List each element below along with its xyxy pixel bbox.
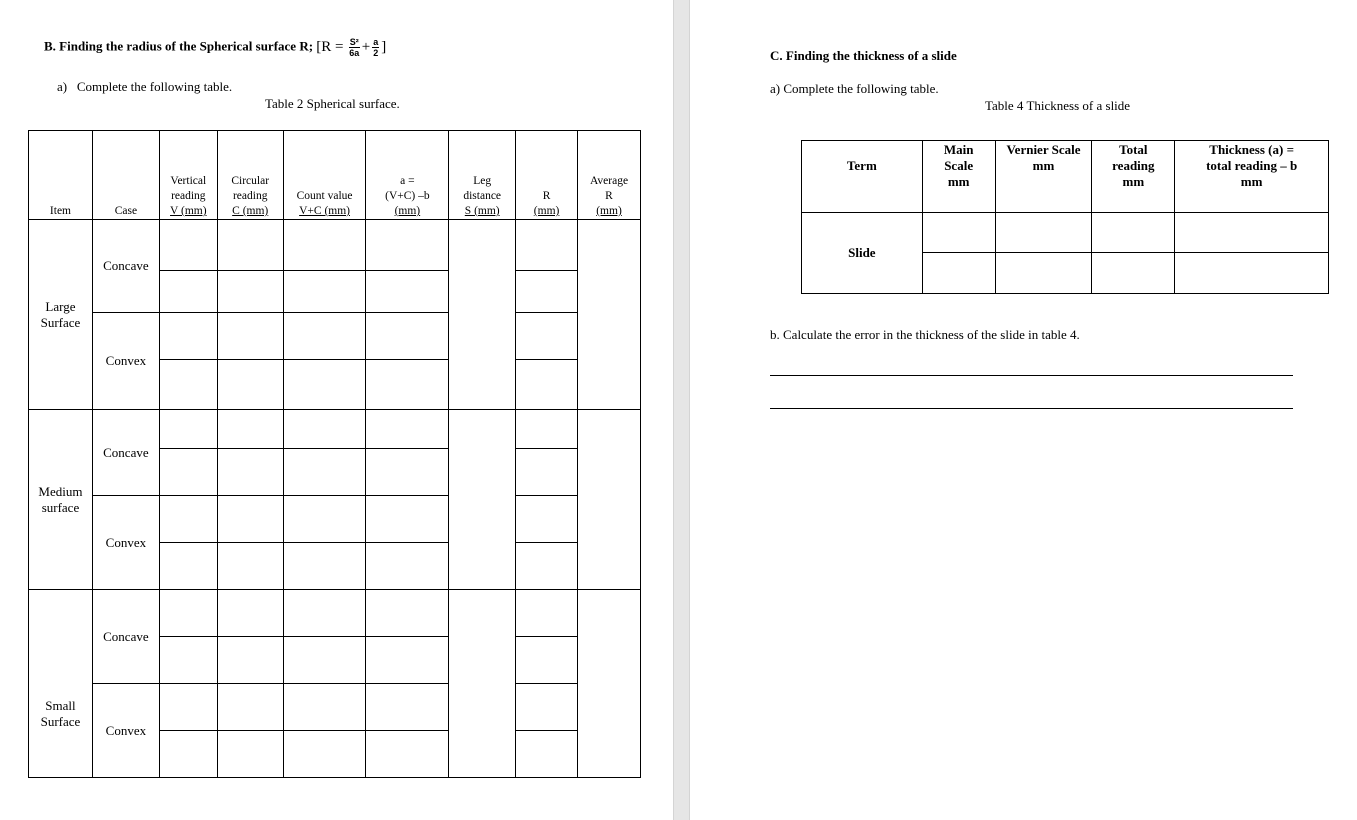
cell-a[interactable]	[366, 220, 449, 271]
cell-vertical[interactable]	[159, 590, 217, 637]
hdr-line: Total	[1119, 142, 1148, 157]
cell-circular[interactable]	[217, 637, 283, 684]
hdr-line: R	[542, 190, 551, 202]
cell-count[interactable]	[283, 684, 366, 731]
cell-r[interactable]	[516, 543, 578, 590]
hdr-line: (mm)	[533, 205, 560, 217]
header-main-scale	[922, 141, 995, 213]
cell-circular[interactable]	[217, 449, 283, 496]
cell-count[interactable]	[283, 360, 366, 410]
cell-count[interactable]	[283, 496, 366, 543]
cell-a[interactable]	[366, 313, 449, 360]
header-item	[29, 131, 93, 220]
cell-vernier-scale[interactable]	[995, 253, 1092, 294]
table2-caption: Table 2 Spherical surface.	[265, 96, 400, 111]
frac1-numerator: S²	[349, 37, 359, 47]
hdr-line: mm	[947, 174, 970, 189]
item-small-surface	[29, 590, 93, 778]
cell-circular[interactable]	[217, 410, 283, 449]
case-convex: Convex	[92, 684, 159, 778]
hdr-line: mm	[1032, 158, 1055, 173]
item-medium-surface	[29, 410, 93, 590]
cell-circular[interactable]	[217, 313, 283, 360]
instruction-a-right: a) Complete the following table.	[770, 81, 939, 96]
header-count-value	[283, 131, 366, 220]
hdr-line: Vertical	[170, 175, 207, 187]
header-vertical-reading	[159, 131, 217, 220]
frac2-denominator: 2	[373, 48, 379, 58]
frac2-numerator: a	[373, 37, 379, 47]
case-concave: Concave	[92, 220, 159, 313]
cell-a[interactable]	[366, 684, 449, 731]
cell-a[interactable]	[366, 543, 449, 590]
formula-open: [R =	[316, 39, 344, 55]
cell-vertical[interactable]	[159, 731, 217, 778]
hdr-line: reading	[171, 190, 206, 202]
table-row	[29, 313, 641, 360]
section-c-heading: C. Finding the thickness of a slide	[770, 48, 957, 63]
header-circular-reading	[217, 131, 283, 220]
hdr-line: (V+C) –b	[385, 190, 430, 202]
hdr-line: Vernier Scale	[1006, 142, 1081, 157]
hdr-line: Scale	[944, 158, 974, 173]
cell-vertical[interactable]	[159, 360, 217, 410]
case-convex: Convex	[92, 496, 159, 590]
cell-a[interactable]	[366, 496, 449, 543]
hdr-line: total reading – b	[1206, 158, 1298, 173]
header-r	[516, 131, 578, 220]
cell-vertical[interactable]	[159, 684, 217, 731]
cell-a[interactable]	[366, 271, 449, 313]
cell-count[interactable]	[283, 590, 366, 637]
cell-a[interactable]	[366, 449, 449, 496]
cell-r[interactable]	[516, 271, 578, 313]
cell-r[interactable]	[516, 684, 578, 731]
row-label-slide: Slide	[802, 213, 923, 294]
case-concave: Concave	[92, 410, 159, 496]
item-line: Small	[45, 697, 76, 713]
header-thickness	[1175, 141, 1329, 213]
table4-caption: Table 4 Thickness of a slide	[985, 98, 1131, 113]
header-case-label: Case	[114, 205, 138, 217]
hdr-line: distance	[463, 190, 502, 202]
question-b: b. Calculate the error in the thickness of the slide in table 4.	[770, 327, 1080, 342]
cell-circular[interactable]	[217, 543, 283, 590]
hdr-line: C (mm)	[232, 205, 269, 217]
cell-vertical[interactable]	[159, 543, 217, 590]
hdr-line: a =	[400, 175, 415, 187]
cell-average-r[interactable]	[578, 410, 641, 590]
hdr-line: reading	[1112, 158, 1155, 173]
header-case	[92, 131, 159, 220]
cell-vertical[interactable]	[159, 637, 217, 684]
cell-vertical[interactable]	[159, 449, 217, 496]
hdr-line: V (mm)	[170, 205, 207, 217]
cell-count[interactable]	[283, 731, 366, 778]
answer-line-2[interactable]	[770, 408, 1293, 409]
table-row	[29, 220, 641, 271]
hdr-line: (mm)	[394, 205, 421, 217]
frac1-denominator: 6a	[349, 48, 360, 58]
item-line: Surface	[40, 314, 81, 330]
hdr-line: Circular	[231, 175, 270, 187]
table-row	[29, 590, 641, 637]
cell-circular[interactable]	[217, 271, 283, 313]
cell-thickness[interactable]	[1175, 213, 1329, 253]
table-row	[29, 684, 641, 731]
cell-leg-distance[interactable]	[449, 410, 516, 590]
table-row	[29, 496, 641, 543]
cell-average-r[interactable]	[578, 590, 641, 778]
header-average-r	[578, 131, 641, 220]
table4-header-row	[802, 141, 1329, 213]
answer-line-1[interactable]	[770, 375, 1293, 376]
item-line: Medium	[38, 483, 83, 499]
header-item-label: Item	[49, 205, 71, 217]
cell-a[interactable]	[366, 410, 449, 449]
cell-vertical[interactable]	[159, 410, 217, 449]
cell-thickness[interactable]	[1175, 253, 1329, 294]
header-term-label: Term	[846, 158, 877, 173]
slide-thickness-table	[801, 140, 1329, 294]
instruction-a-left: a) Complete the following table.	[57, 79, 233, 94]
cell-main-scale[interactable]	[922, 253, 995, 294]
cell-vertical[interactable]	[159, 271, 217, 313]
header-vernier-scale	[995, 141, 1092, 213]
cell-r[interactable]	[516, 313, 578, 360]
hdr-line: mm	[1122, 174, 1145, 189]
hdr-line: Leg	[473, 175, 492, 187]
cell-count[interactable]	[283, 637, 366, 684]
cell-count[interactable]	[283, 543, 366, 590]
cell-circular[interactable]	[217, 590, 283, 637]
hdr-line: Thickness (a) =	[1209, 142, 1294, 157]
table2-header-row	[29, 131, 641, 220]
table-row	[802, 213, 1329, 253]
hdr-line: mm	[1240, 174, 1263, 189]
hdr-line: S (mm)	[464, 205, 500, 217]
header-a	[366, 131, 449, 220]
cell-vertical[interactable]	[159, 496, 217, 543]
section-b-title: B. Finding the radius of the Spherical surface R;	[44, 38, 314, 54]
case-concave: Concave	[92, 590, 159, 684]
table-row	[29, 410, 641, 449]
hdr-line: Main	[943, 142, 974, 157]
cell-a[interactable]	[366, 637, 449, 684]
page-gutter	[673, 0, 690, 820]
hdr-line: V+C (mm)	[299, 205, 350, 217]
header-term	[802, 141, 923, 213]
cell-r[interactable]	[516, 637, 578, 684]
item-large-surface	[29, 220, 93, 410]
cell-a[interactable]	[366, 590, 449, 637]
cell-vernier-scale[interactable]	[995, 213, 1092, 253]
hdr-line: Average	[589, 175, 629, 187]
hdr-line: (mm)	[596, 205, 622, 217]
cell-r[interactable]	[516, 449, 578, 496]
cell-count[interactable]	[283, 449, 366, 496]
cell-total-reading[interactable]	[1092, 253, 1175, 294]
cell-vertical[interactable]	[159, 313, 217, 360]
cell-count[interactable]	[283, 313, 366, 360]
cell-r[interactable]	[516, 410, 578, 449]
cell-total-reading[interactable]	[1092, 213, 1175, 253]
cell-vertical[interactable]	[159, 220, 217, 271]
hdr-line: Count value	[296, 190, 353, 202]
hdr-line: reading	[232, 190, 268, 202]
header-leg-distance	[449, 131, 516, 220]
hdr-line: R	[605, 190, 613, 202]
cell-r[interactable]	[516, 360, 578, 410]
item-line: surface	[41, 499, 80, 515]
case-convex: Convex	[92, 313, 159, 410]
cell-r[interactable]	[516, 590, 578, 637]
cell-main-scale[interactable]	[922, 213, 995, 253]
formula-plus: +	[361, 39, 371, 55]
cell-a[interactable]	[366, 731, 449, 778]
header-total-reading	[1092, 141, 1175, 213]
right-page	[690, 0, 1357, 820]
item-line: Surface	[40, 713, 81, 729]
cell-r[interactable]	[516, 731, 578, 778]
item-line: Large	[45, 298, 76, 314]
cell-count[interactable]	[283, 220, 366, 271]
cell-r[interactable]	[516, 496, 578, 543]
cell-a[interactable]	[366, 360, 449, 410]
cell-circular[interactable]	[217, 496, 283, 543]
cell-r[interactable]	[516, 220, 578, 271]
formula-fraction-1	[349, 37, 360, 58]
cell-circular[interactable]	[217, 360, 283, 410]
section-b-heading	[44, 37, 386, 58]
cell-circular[interactable]	[217, 731, 283, 778]
cell-average-r[interactable]	[578, 220, 641, 410]
spherical-surface-table	[28, 130, 641, 778]
cell-count[interactable]	[283, 410, 366, 449]
cell-circular[interactable]	[217, 684, 283, 731]
formula-fraction-2	[372, 37, 379, 58]
cell-count[interactable]	[283, 271, 366, 313]
cell-circular[interactable]	[217, 220, 283, 271]
cell-leg-distance[interactable]	[449, 590, 516, 778]
formula-close: ]	[381, 39, 387, 55]
left-page	[0, 0, 673, 820]
cell-leg-distance[interactable]	[449, 220, 516, 410]
